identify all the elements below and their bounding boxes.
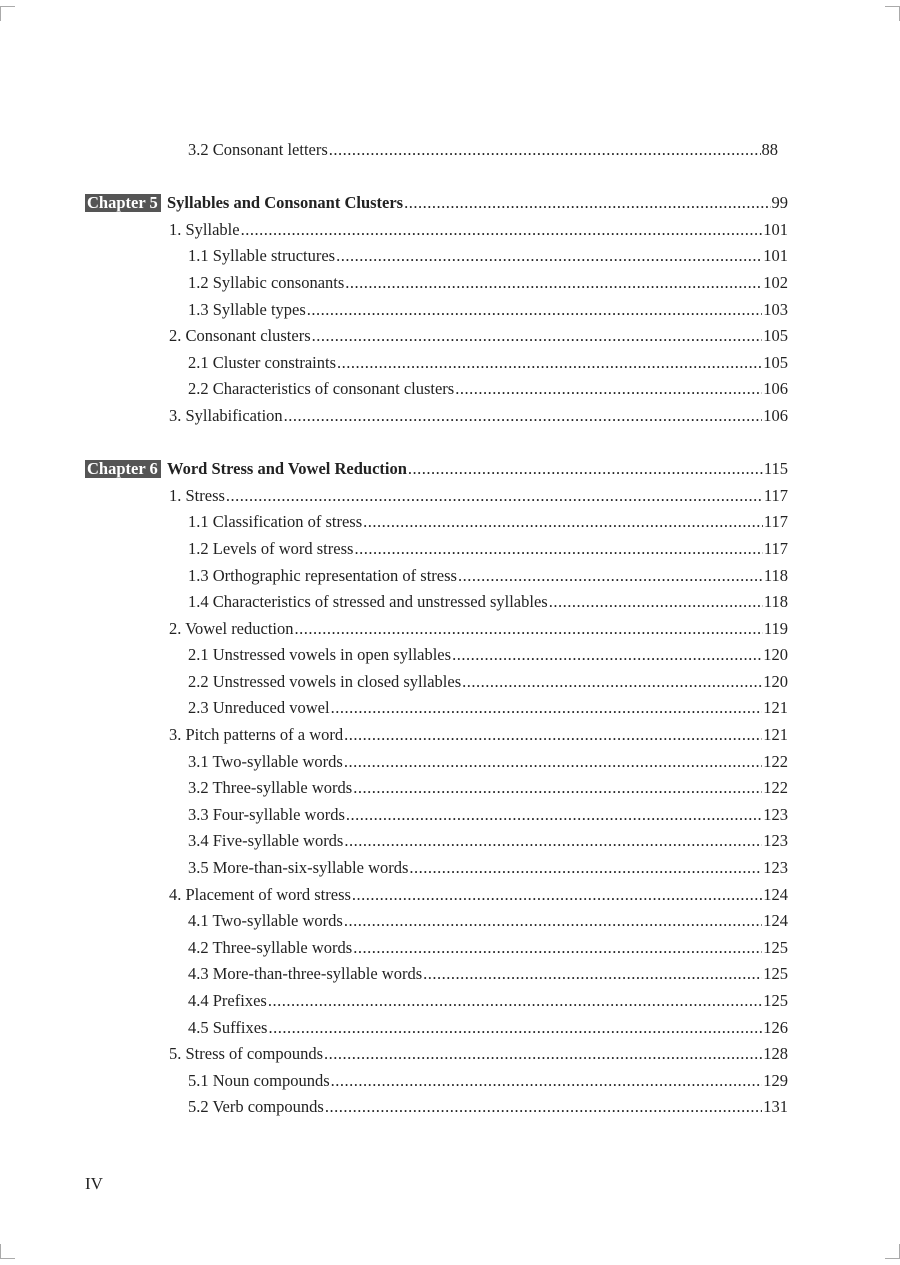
entry-title: Word Stress and Vowel Reduction xyxy=(167,459,407,479)
toc-entry[interactable] xyxy=(85,270,788,297)
entry-page-number: 123 xyxy=(763,831,788,851)
entry-page-number: 99 xyxy=(771,193,788,213)
dot-leader xyxy=(423,961,762,988)
toc-entry[interactable] xyxy=(85,935,788,962)
toc-entry[interactable] xyxy=(85,376,788,403)
entry-page-number: 122 xyxy=(763,751,788,771)
entry-page-number: 117 xyxy=(763,538,788,558)
entry-title: 3.1 Two-syllable words xyxy=(188,751,343,771)
entry-page-number: 102 xyxy=(763,272,788,292)
dot-leader xyxy=(549,589,763,616)
entry-page-number: 126 xyxy=(763,1017,788,1037)
dot-leader xyxy=(344,722,762,749)
toc-entry[interactable] xyxy=(85,1015,788,1042)
toc-entry[interactable] xyxy=(85,536,788,563)
entry-page-number: 119 xyxy=(763,618,788,638)
dot-leader xyxy=(346,802,762,829)
entry-title: 2.3 Unreduced vowel xyxy=(188,698,330,718)
entry-title: 5.2 Verb compounds xyxy=(188,1097,324,1117)
entry-page-number: 122 xyxy=(763,778,788,798)
entry-title: 1.3 Orthographic representation of stress xyxy=(188,565,457,585)
entry-page-number: 106 xyxy=(763,379,788,399)
entry-page-number: 121 xyxy=(763,725,788,745)
entry-page-number: 125 xyxy=(763,964,788,984)
entry-page-number: 121 xyxy=(763,698,788,718)
dot-leader xyxy=(409,855,762,882)
toc-entry[interactable] xyxy=(85,616,788,643)
entry-page-number: 124 xyxy=(763,911,788,931)
toc-entry[interactable] xyxy=(85,988,788,1015)
entry-title: 3.4 Five-syllable words xyxy=(188,831,344,851)
entry-title: 4.1 Two-syllable words xyxy=(188,911,343,931)
entry-title: 2.1 Unstressed vowels in open syllables xyxy=(188,645,452,665)
dot-leader xyxy=(344,749,762,776)
entry-title: 1.2 Syllabic consonants xyxy=(188,272,345,292)
entry-page-number: 105 xyxy=(763,326,788,346)
entry-title: 2.1 Cluster constraints xyxy=(188,352,337,372)
entry-title: 4.4 Prefixes xyxy=(188,991,267,1010)
toc-entry[interactable] xyxy=(85,297,788,324)
toc-entry[interactable] xyxy=(85,802,788,829)
dot-leader xyxy=(345,270,762,297)
toc-chapter-entry[interactable] xyxy=(85,456,788,483)
entry-title: 3.2 Consonant letters xyxy=(188,140,328,159)
toc-entry[interactable] xyxy=(85,669,788,696)
dot-leader xyxy=(331,695,763,722)
entry-title: 2.2 Unstressed vowels in closed syllables xyxy=(188,671,462,691)
entry-title: 2. Consonant clusters xyxy=(169,326,311,346)
dot-leader xyxy=(329,137,761,164)
toc-entry[interactable] xyxy=(85,217,788,244)
entry-page-number: 125 xyxy=(763,937,788,957)
dot-leader xyxy=(404,190,770,217)
toc-entry[interactable] xyxy=(85,695,788,722)
dot-leader xyxy=(354,536,762,563)
toc-entry[interactable] xyxy=(85,1094,788,1121)
entry-page-number: 115 xyxy=(763,459,788,479)
entry-page-number: 117 xyxy=(763,485,788,505)
entry-page-number: 129 xyxy=(763,1070,788,1090)
entry-title: 1.1 Classification of stress xyxy=(188,512,363,532)
entry-title: 2.2 Characteristics of consonant clusters xyxy=(188,379,455,399)
toc-entry[interactable] xyxy=(85,323,788,350)
entry-title: 4.3 More-than-three-syllable words xyxy=(188,964,423,984)
spacer xyxy=(85,430,788,457)
dot-leader xyxy=(344,908,762,935)
entry-title: 1.2 Levels of word stress xyxy=(188,538,354,558)
dot-leader xyxy=(352,882,762,909)
entry-page-number: 101 xyxy=(763,219,788,239)
entry-title: 1. Stress xyxy=(169,485,225,505)
dot-leader xyxy=(458,563,763,590)
entry-page-number: 88 xyxy=(761,140,778,159)
entry-title: 3. Pitch patterns of a word xyxy=(169,725,344,745)
toc-entry[interactable] xyxy=(85,882,788,909)
entry-page-number: 101 xyxy=(763,246,788,266)
table-of-contents xyxy=(85,137,788,1121)
entry-title: 1.1 Syllable structures xyxy=(188,246,336,266)
entry-title: 5.1 Noun compounds xyxy=(188,1070,330,1090)
toc-entry[interactable] xyxy=(85,483,788,510)
entry-page-number: 105 xyxy=(763,352,788,372)
toc-entry[interactable] xyxy=(85,509,788,536)
entry-title: 3.5 More-than-six-syllable words xyxy=(188,858,409,878)
dot-leader xyxy=(268,988,762,1015)
dot-leader xyxy=(331,1068,763,1095)
dot-leader xyxy=(408,456,763,483)
crop-mark-top-left xyxy=(0,6,15,21)
entry-page-number: 117 xyxy=(763,512,788,532)
dot-leader xyxy=(452,642,762,669)
entry-title: 1.4 Characteristics of stressed and unstressed syllables xyxy=(188,592,548,612)
chapter-label: Chapter 5 xyxy=(85,194,161,212)
entry-page-number: 118 xyxy=(763,565,788,585)
toc-chapter-entry[interactable] xyxy=(85,190,788,217)
entry-title: 3.3 Four-syllable words xyxy=(188,804,345,824)
entry-title: Syllables and Consonant Clusters xyxy=(167,193,404,213)
entry-page-number: 120 xyxy=(763,645,788,665)
spacer xyxy=(85,164,788,191)
entry-title: 3.2 Three-syllable words xyxy=(188,778,353,798)
entry-title: 5. Stress of compounds xyxy=(169,1044,323,1064)
toc-entry[interactable] xyxy=(85,855,788,882)
dot-leader xyxy=(455,376,762,403)
dot-leader xyxy=(241,217,763,244)
entry-page-number: 123 xyxy=(763,858,788,878)
toc-entry[interactable] xyxy=(85,775,788,802)
page-number: IV xyxy=(85,1174,103,1193)
dot-leader xyxy=(325,1094,762,1121)
entry-page-number: 106 xyxy=(763,405,788,425)
entry-page-number: 120 xyxy=(763,671,788,691)
dot-leader xyxy=(284,403,763,430)
toc-entry[interactable] xyxy=(85,243,788,270)
dot-leader xyxy=(336,243,762,270)
toc-entry[interactable] xyxy=(85,908,788,935)
entry-title: 4.5 Suffixes xyxy=(188,1017,268,1037)
toc-entry[interactable] xyxy=(85,1041,788,1068)
entry-title: 4. Placement of word stress xyxy=(169,884,351,904)
entry-title: 4.2 Three-syllable words xyxy=(188,937,353,957)
dot-leader xyxy=(353,935,762,962)
entry-page-number: 123 xyxy=(763,804,788,824)
dot-leader xyxy=(462,669,762,696)
dot-leader xyxy=(307,297,762,324)
toc-entry[interactable] xyxy=(85,350,788,377)
dot-leader xyxy=(353,775,762,802)
dot-leader xyxy=(344,828,762,855)
toc-entry[interactable] xyxy=(85,1068,788,1095)
toc-entry[interactable] xyxy=(85,642,788,669)
dot-leader xyxy=(295,616,763,643)
toc-entry[interactable] xyxy=(85,137,778,164)
dot-leader xyxy=(226,483,763,510)
toc-entry[interactable] xyxy=(85,722,788,749)
toc-entry[interactable] xyxy=(85,961,788,988)
entry-page-number: 103 xyxy=(763,299,788,319)
entry-title: 3. Syllabification xyxy=(169,405,283,425)
entry-page-number: 124 xyxy=(763,884,788,904)
entry-page-number: 131 xyxy=(763,1097,788,1117)
dot-leader xyxy=(268,1015,762,1042)
dot-leader xyxy=(363,509,763,536)
crop-mark-bottom-left xyxy=(0,1244,15,1259)
entry-page-number: 118 xyxy=(763,592,788,612)
toc-entry[interactable] xyxy=(85,749,788,776)
crop-mark-bottom-right xyxy=(885,1244,900,1259)
toc-entry[interactable] xyxy=(85,828,788,855)
entry-title: 1. Syllable xyxy=(169,219,240,239)
entry-page-number: 125 xyxy=(763,991,788,1010)
dot-leader xyxy=(337,350,762,377)
toc-entry[interactable] xyxy=(85,563,788,590)
chapter-label: Chapter 6 xyxy=(85,460,161,478)
entry-title: 2. Vowel reduction xyxy=(169,618,294,638)
toc-entry[interactable] xyxy=(85,403,788,430)
entry-title: 1.3 Syllable types xyxy=(188,299,306,319)
crop-mark-top-right xyxy=(885,6,900,21)
entry-page-number: 128 xyxy=(763,1044,788,1064)
dot-leader xyxy=(324,1041,762,1068)
dot-leader xyxy=(312,323,763,350)
toc-entry[interactable] xyxy=(85,589,788,616)
